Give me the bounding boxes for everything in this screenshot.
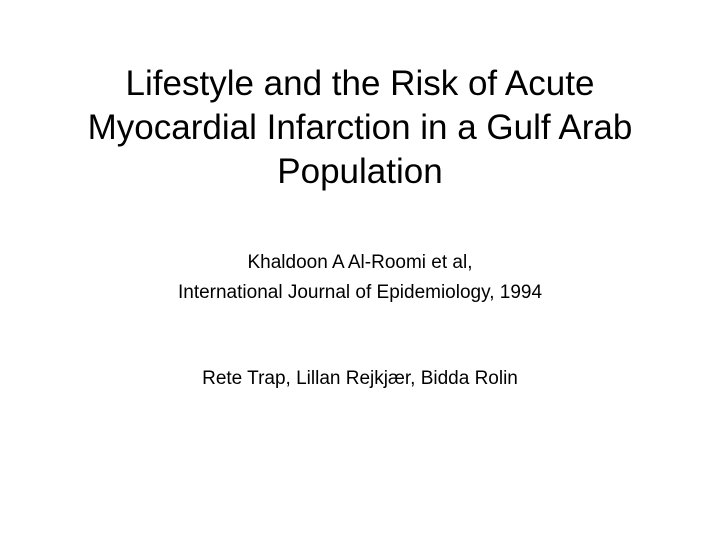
slide-title (20, 62, 700, 194)
citation-authors: Khaldoon A Al-Roomi et al, (247, 252, 473, 273)
presenters (20, 364, 700, 394)
citation-journal: International Journal of Epidemiology, 1994 (177, 282, 543, 303)
presenters-names: Rete Trap, Lillan Rejkjær, Bidda Rolin (202, 368, 518, 389)
citation (20, 248, 700, 308)
title-line-1: Lifestyle and the Risk of Acute (125, 64, 595, 103)
title-line-3: Population (277, 152, 443, 191)
title-line-2: Myocardial Infarction in a Gulf Arab (87, 108, 633, 147)
